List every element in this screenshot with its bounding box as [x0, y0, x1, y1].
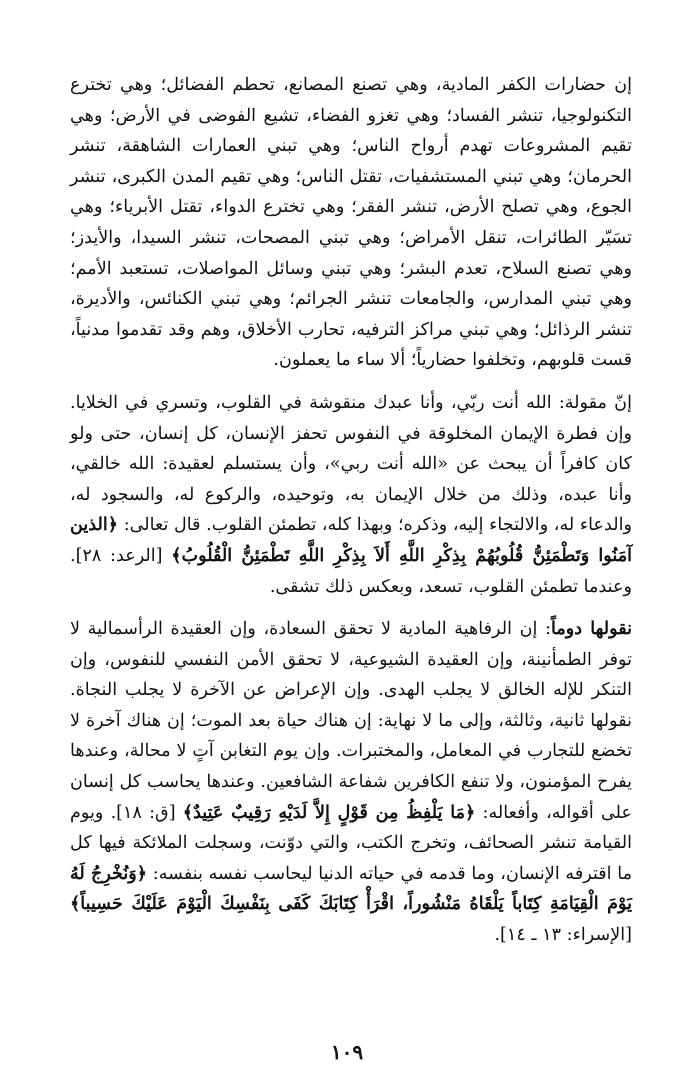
page-number: ١٠٩ — [330, 1040, 364, 1064]
quran-verse: ﴿وَنُخْرِجُ لَهُ يَوْمَ الْقِيَامَةِ كِتَاباً يَلْقَاهُ مَنْشُوراً، اقْرَأْ كِتَابَكَ كَفَى بِنَفْسِكَ الْيَوْمَ عَلَيْكَ حَسِيباً﴾ — [70, 862, 632, 915]
paragraph-text: [الإسراء: ١٣ ـ ١٤]. — [494, 925, 632, 946]
lead-phrase: نقولها دوماً — [551, 618, 632, 640]
paragraph-text: إن حضارات الكفر المادية، وهي تصنع المصانع، تحطم الفضائل؛ وهي تخترع التكنولوجيا، تنشر الفساد؛ وهي تغزو الفضاء، تشيع الفوضى في الأرض؛ وهي تقيم المشروعات تهدم أرواح الناس؛ وهي تبني العمارات الشاهقة، تنشر الحرمان؛ وهي تبني المستشفيات، تقتل الناس؛ وهي تقيم المدن الكبرى، تنشر الجوع، وهي تصلح الأرض، تنشر الفقر؛ وهي تخترع الدواء، تقتل الأبرياء؛ وهي تسَيّر الطائرات، تنقل الأمراض؛ وهي تبني المصحات، تنشر السيدا، والأيدز؛ وهي تصنع السلاح، تعدم البشر؛ وهي تبني وسائل المواصلات، تستعبد الأمم؛ وهي تبني المدارس، والجامعات تنشر الجرائم؛ وهي تبني الكنائس، والأديرة، تنشر الرذائل؛ وهي تبني مراكز الترفيه، تحارب الأخلاق، وهم وقد تقدموا مدنياً، قست قلوبهم، وتخلفوا حضارياً؛ ألا ساء ما يعملون. — [70, 75, 632, 371]
quran-verse: ﴿الذين آمَنُوا وَتَطْمَئِنُّ قُلُوبُهُمْ بِذِكْرِ اللَّهِ أَلاَ بِذِكْرِ اللَّهِ تَطْمَئِنُّ الْقُلُوبُ﴾ — [70, 514, 633, 566]
paragraph-text: [ق: ١٨]. ويوم القيامة تنشر الصحائف، وتخرج الكتب، والتي دوّنت، وسجلت الملائكة فيها كل ما اقترفه الإنسان، وما قدمه في حياته الدنيا ليحاسب نفسه بنفسه: — [70, 802, 632, 884]
paragraph — [70, 70, 632, 376]
paragraph — [70, 388, 632, 602]
paragraph-text: : إن الرفاهية المادية لا تحقق السعادة، وإن العقيدة الرأسمالية لا توفر الطمأنينة، وإن العقيدة الشيوعية، لا تحقق الأمن النفسي للنفوس، وإن التنكر للإله الخالق لا يجلب الهدى. وإن الإعراض عن الآخرة لا يجلب النجاة. نقولها ثانية، وثالثة، وإلى ما لا نهاية: إن هناك حياة بعد الموت؛ إن هناك آخرة لا تخضع للتجارب في المعامل، والمختبرات. وإن يوم التغابن آتٍ لا محالة، وعندها يفرح المؤمنون، ولا تنفع الكافرين شفاعة الشافعين. وعندها يحاسب كل إنسان على أقواله، وأفعاله: — [70, 619, 632, 823]
quran-verse: ﴿مَا يَلْفِظُ مِن قَوْلٍ إِلاَّ لَدَيْهِ رَقِيبٌ عَتِيدٌ﴾ — [182, 801, 476, 823]
paragraph-text: إنّ مقولة: الله أنت ربّي، وأنا عبدك منقوشة في القلوب، وتسري في الخلايا. وإن فطرة الإيمان المخلوقة في النفوس تحفز الإنسان، كل إنسان، حتى ولو كان كافراً أن يبحث عن «الله أنت ربي»، وأن يستسلم لعقيدة: الله خالقي، وأنا عبده، وذلك من خلال الإيمان به، وتوحيده، والركوع له، والسجود له، والدعاء له، والالتجاء إليه، وذكره؛ وبهذا كله، تطمئن القلوب. قال تعالى: — [70, 392, 632, 536]
paragraph — [70, 614, 632, 951]
body-text — [70, 70, 632, 951]
paragraph-text: [الرعد: ٢٨]. وعندما تطمئن القلوب، تسعد، وبعكس ذلك تشقى. — [70, 545, 632, 597]
